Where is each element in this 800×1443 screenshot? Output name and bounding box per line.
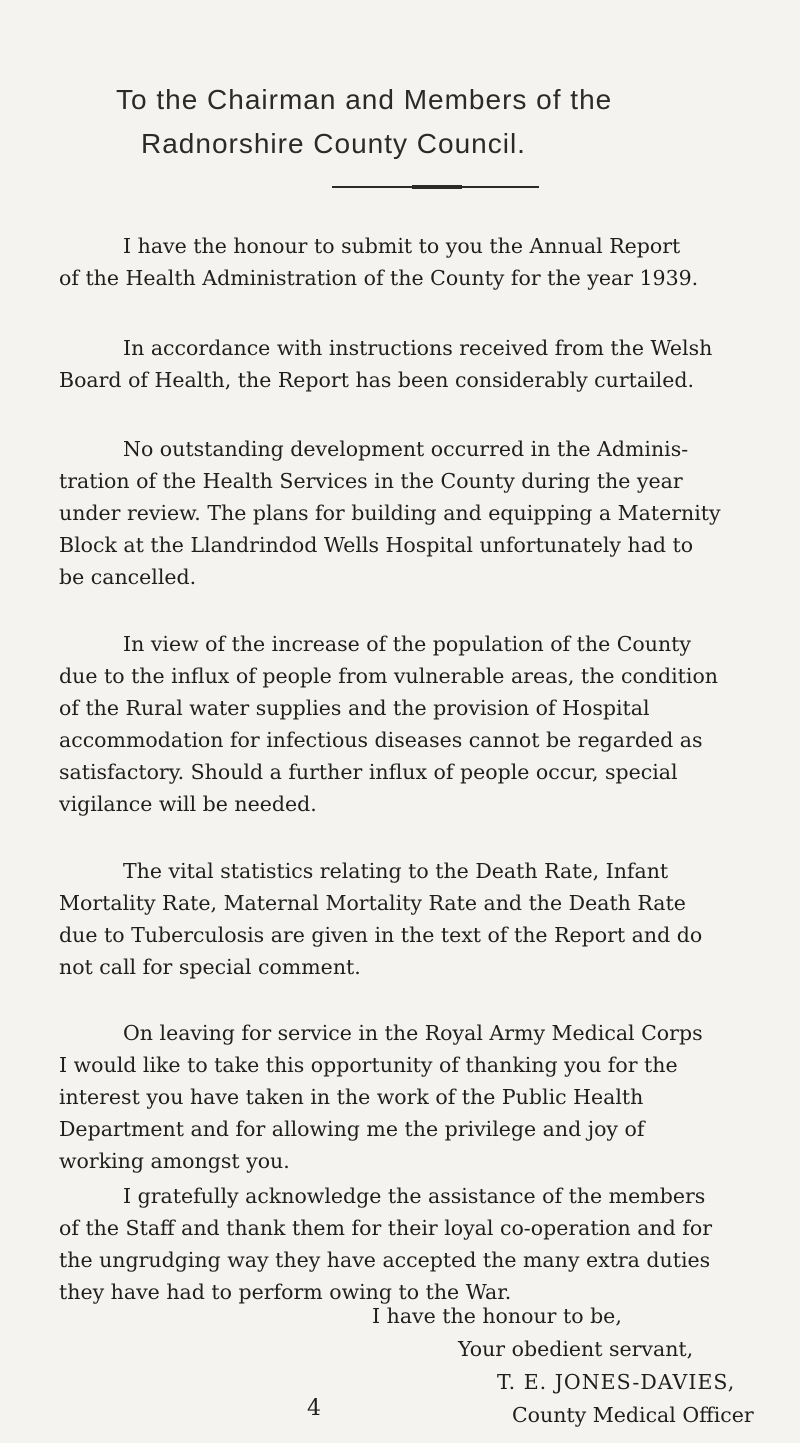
paragraph-line: Department and for allowing me the privilege and joy of <box>59 1117 645 1141</box>
signatory-title: County Medical Officer <box>512 1403 754 1427</box>
paragraph-line: interest you have taken in the work of the Public Health <box>59 1085 644 1109</box>
closing-salutation: Your obedient servant, <box>458 1337 694 1361</box>
paragraph-acknowledgement <box>59 1180 799 1308</box>
signature-block <box>372 1300 754 1432</box>
heading-line-2: Radnorshire County Council. <box>141 128 526 159</box>
paragraph-line: I gratefully acknowledge the assistance of the members <box>123 1184 706 1208</box>
paragraph-line: The vital statistics relating to the Death Rate, Infant <box>123 859 669 883</box>
paragraph-line: In accordance with instructions received from the Welsh <box>123 336 713 360</box>
paragraph-line: of the Rural water supplies and the provision of Hospital <box>59 696 650 720</box>
letter-heading <box>116 78 776 166</box>
paragraph-line: tration of the Health Services in the County during the year <box>59 469 683 493</box>
paragraph-line: under review. The plans for building and equipping a Maternity <box>59 501 721 525</box>
paragraph-line: of the Staff and thank them for their loyal co-operation and for <box>59 1216 712 1240</box>
paragraph-line: they have had to perform owing to the War. <box>59 1280 512 1304</box>
paragraph-leaving <box>59 1017 799 1177</box>
paragraph-line: In view of the increase of the population of the County <box>123 632 691 656</box>
heading-divider <box>332 186 539 188</box>
paragraph-line: Board of Health, the Report has been considerably curtailed. <box>59 368 694 392</box>
page-number: 4 <box>307 1396 321 1421</box>
paragraph-population <box>59 628 799 820</box>
paragraph-annual-report <box>59 230 799 294</box>
paragraph-line: vigilance will be needed. <box>59 792 317 816</box>
closing-line: I have the honour to be, <box>372 1304 622 1328</box>
paragraph-line: No outstanding development occurred in the Adminis- <box>123 437 689 461</box>
paragraph-line: not call for special comment. <box>59 955 361 979</box>
paragraph-line: I have the honour to submit to you the Annual Report <box>123 234 681 258</box>
paragraph-development <box>59 433 799 593</box>
paragraph-line: Block at the Llandrindod Wells Hospital unfortunately had to <box>59 533 694 557</box>
paragraph-line: the ungrudging way they have accepted the many extra duties <box>59 1248 711 1272</box>
paragraph-line: due to the influx of people from vulnerable areas, the condition <box>59 664 719 688</box>
paragraph-line: of the Health Administration of the County for the year 1939. <box>59 266 699 290</box>
paragraph-instructions <box>59 332 799 396</box>
paragraph-line: working amongst you. <box>59 1149 290 1173</box>
paragraph-line: accommodation for infectious diseases cannot be regarded as <box>59 728 703 752</box>
paragraph-line: On leaving for service in the Royal Army Medical Corps <box>123 1021 703 1045</box>
heading-line-1: To the Chairman and Members of the <box>116 84 613 115</box>
paragraph-line: be cancelled. <box>59 565 197 589</box>
paragraph-vital-statistics <box>59 855 799 983</box>
signatory-name: T. E. JONES-DAVIES, <box>497 1370 736 1394</box>
paragraph-line: I would like to take this opportunity of thanking you for the <box>59 1053 678 1077</box>
paragraph-line: Mortality Rate, Maternal Mortality Rate and the Death Rate <box>59 891 686 915</box>
paragraph-line: satisfactory. Should a further influx of people occur, special <box>59 760 678 784</box>
paragraph-line: due to Tuberculosis are given in the text of the Report and do <box>59 923 703 947</box>
